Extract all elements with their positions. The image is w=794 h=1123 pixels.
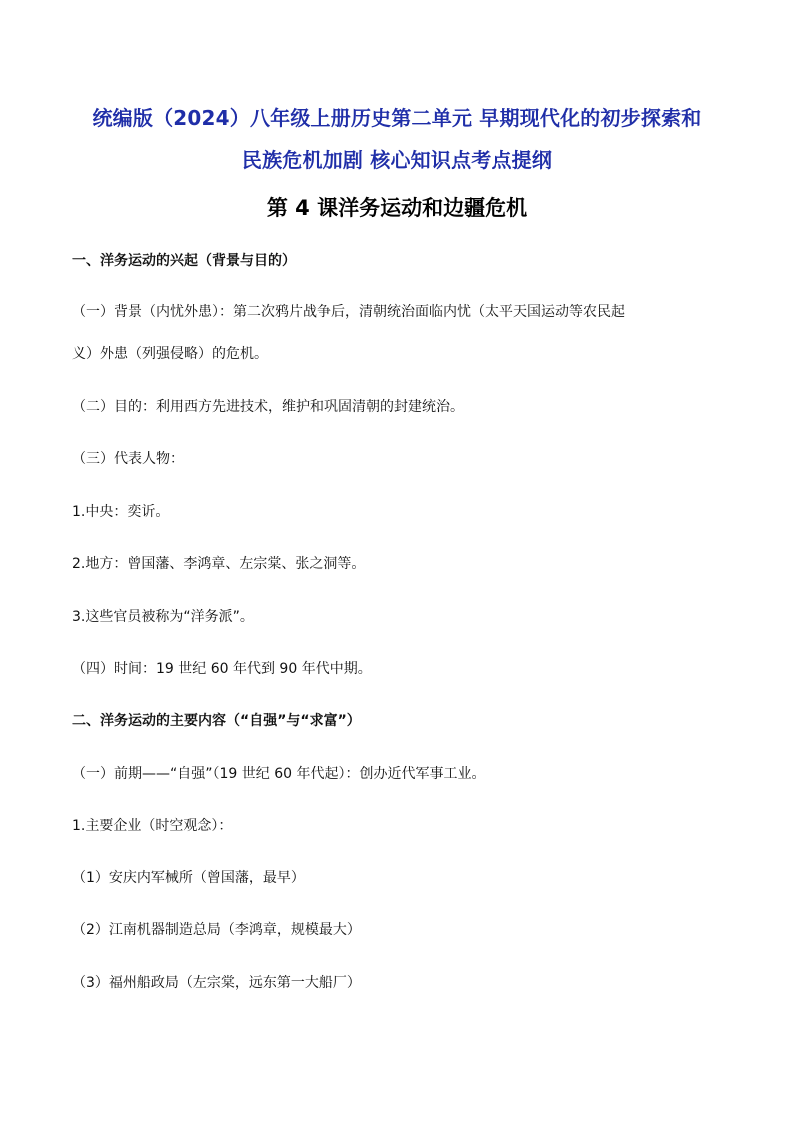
- list-item-anqing-arsenal: （1）安庆内军械所（曾国藩，最早）: [72, 870, 305, 886]
- list-item-local: 2.地方：曾国藩、李鸿章、左宗棠、张之洞等。: [72, 556, 366, 572]
- list-item-main-enterprises: 1.主要企业（时空观念）：: [72, 818, 233, 834]
- list-item-fuzhou-shipyard: （3）福州船政局（左宗棠，远东第一大船厂）: [72, 975, 361, 991]
- paragraph-representatives: （三）代表人物：: [72, 451, 184, 467]
- paragraph-background-line-1: （一）背景（内忧外患）：第二次鸦片战争后，清朝统治面临内忧（太平天国运动等农民起: [72, 304, 625, 320]
- document-title-line-2: 民族危机加剧 核心知识点考点提纲: [241, 148, 553, 172]
- paragraph-time: （四）时间：19 世纪 60 年代到 90 年代中期。: [72, 661, 372, 677]
- list-item-yangwu-faction: 3.这些官员被称为“洋务派”。: [72, 609, 254, 625]
- section-heading-1: 一、洋务运动的兴起（背景与目的）: [72, 253, 296, 269]
- list-item-jiangnan-arsenal: （2）江南机器制造总局（李鸿章，规模最大）: [72, 922, 361, 938]
- lesson-title: 第 4 课洋务运动和边疆危机: [266, 196, 528, 220]
- paragraph-background-line-2: 义）外患（列强侵略）的危机。: [72, 346, 268, 362]
- section-heading-2: 二、洋务运动的主要内容（“自强”与“求富”）: [72, 713, 361, 729]
- document-title-line-1: 统编版（2024）八年级上册历史第二单元 早期现代化的初步探索和: [92, 106, 702, 130]
- paragraph-early-stage: （一）前期——“自强”（19 世纪 60 年代起）：创办近代军事工业。: [72, 766, 486, 782]
- list-item-central: 1.中央：奕䜣。: [72, 504, 170, 520]
- paragraph-purpose: （二）目的：利用西方先进技术，维护和巩固清朝的封建统治。: [72, 399, 464, 415]
